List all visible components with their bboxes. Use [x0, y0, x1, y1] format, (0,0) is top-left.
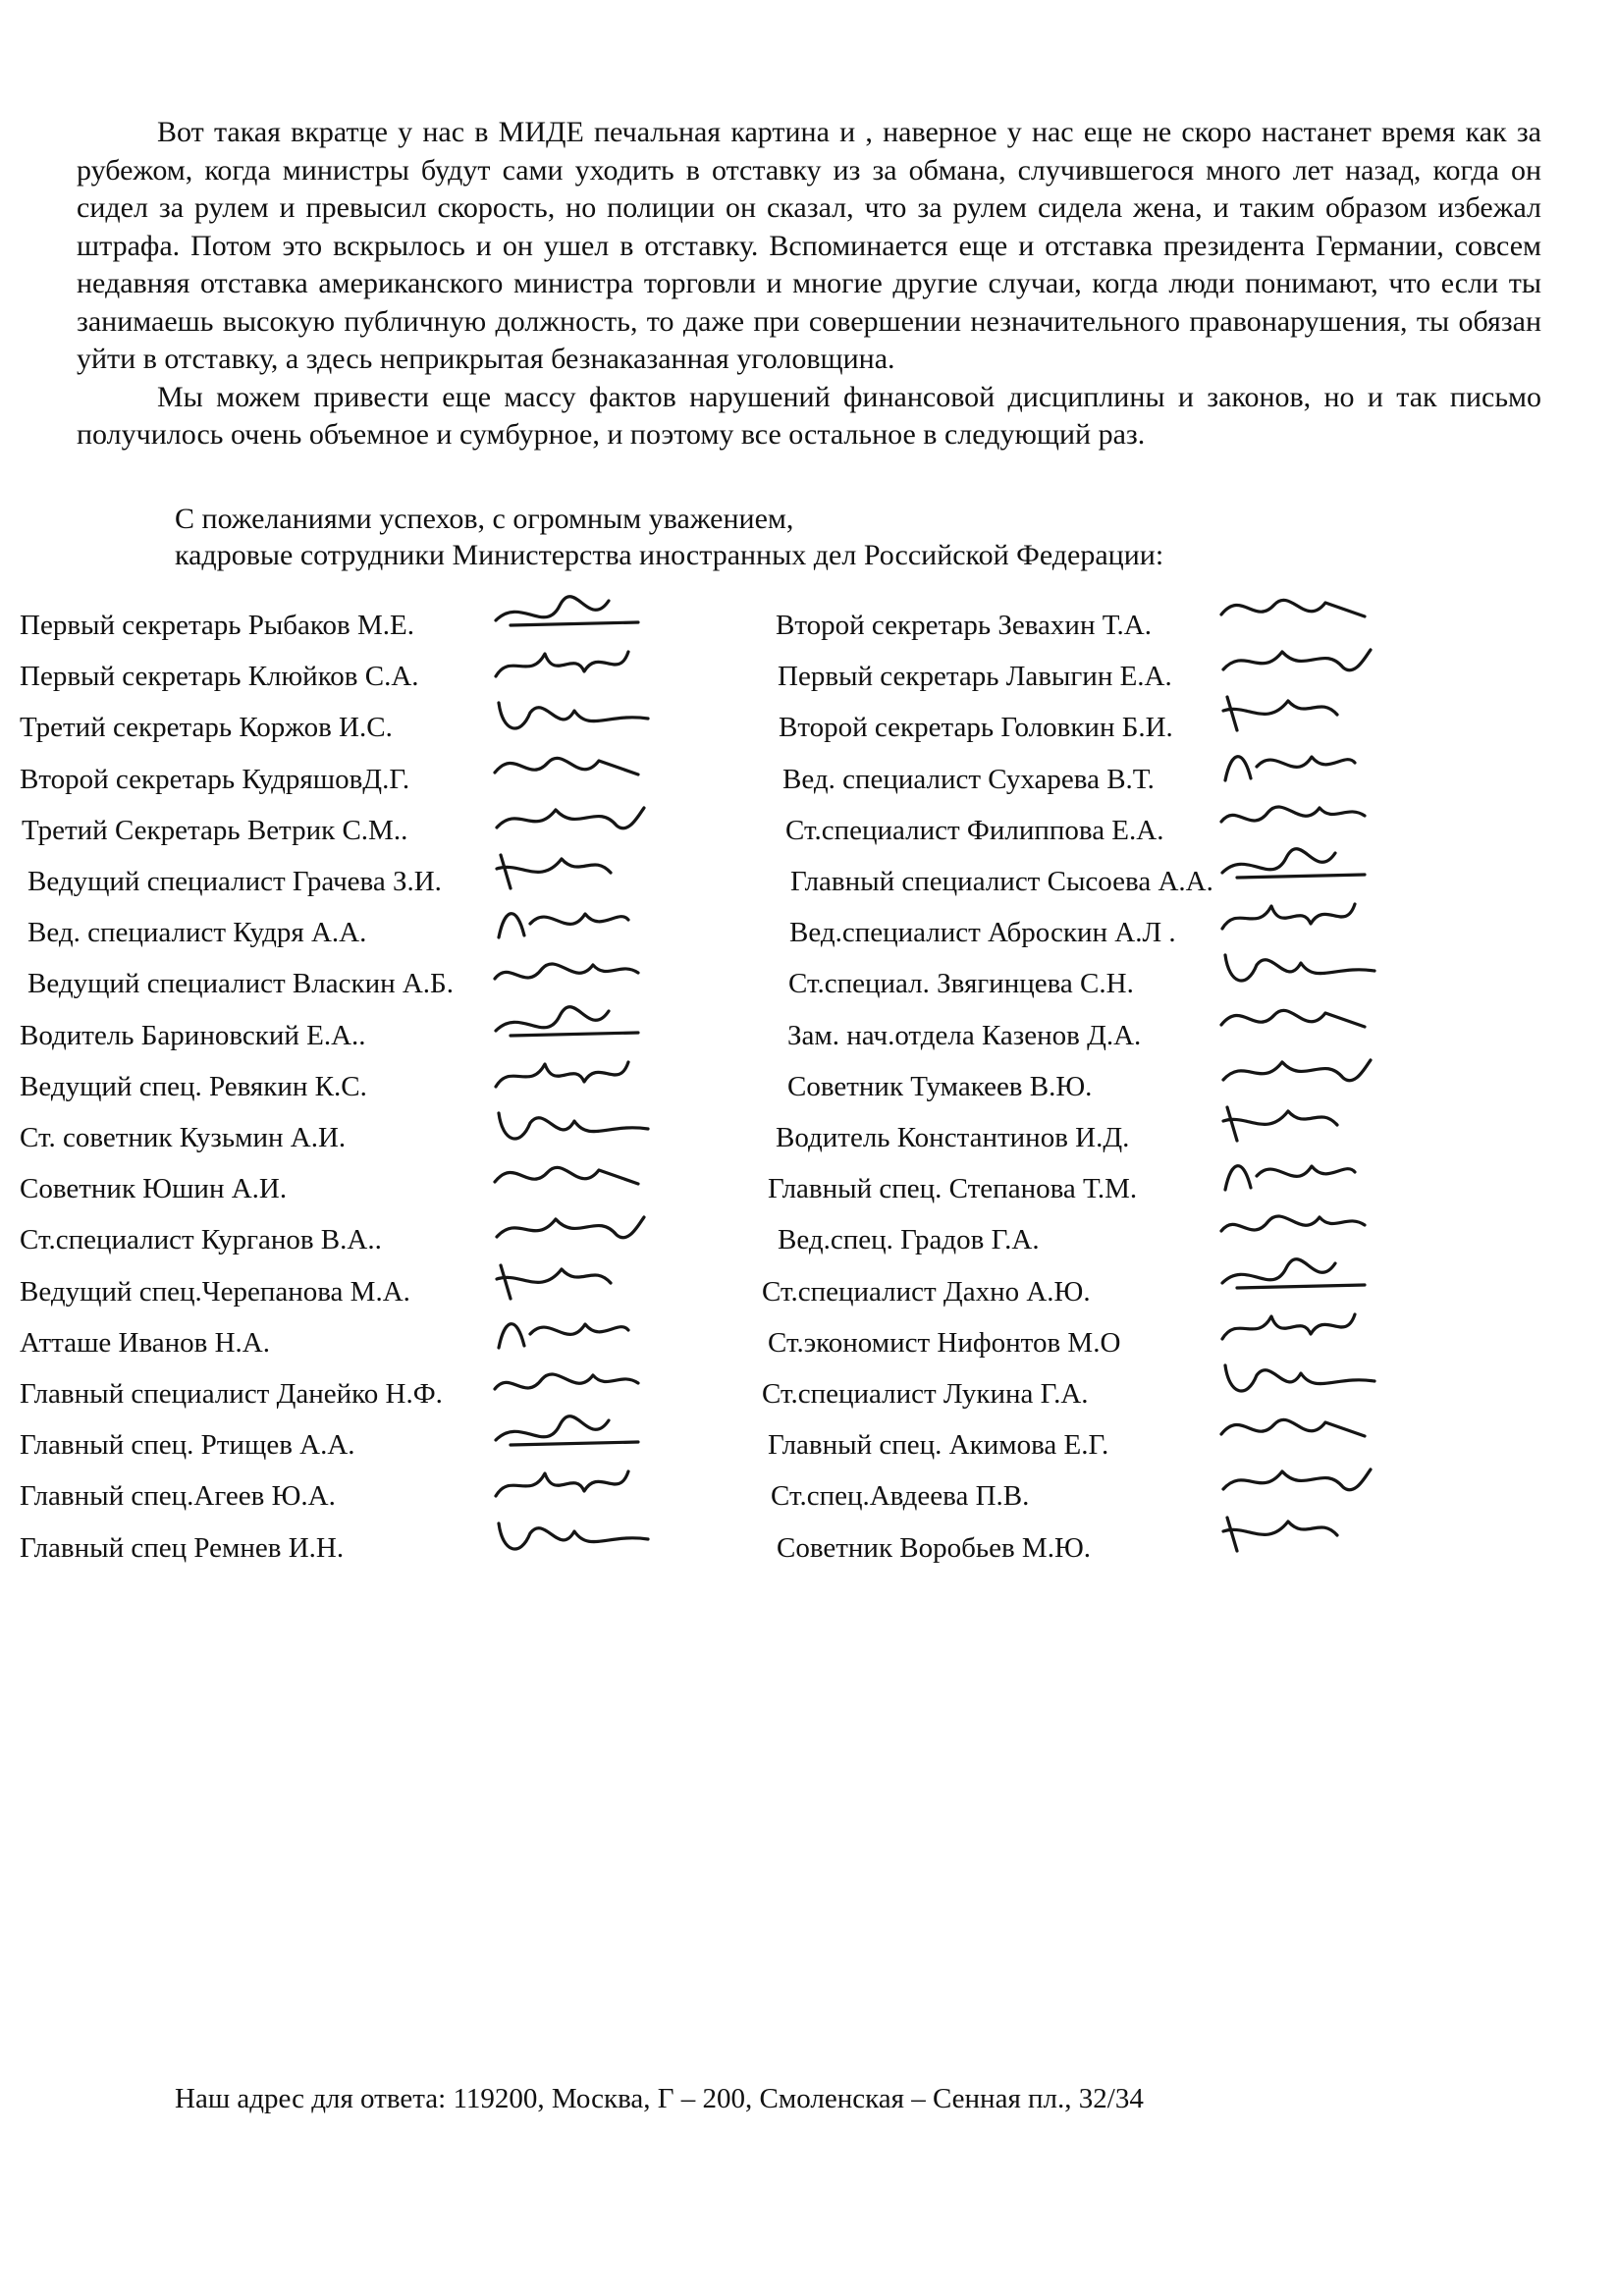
- handwritten-signature: [491, 642, 658, 701]
- signatory-left: Третий Секретарь Ветрик С.М..: [22, 814, 408, 846]
- handwritten-signature: [491, 1052, 658, 1111]
- handwritten-signature: [491, 693, 658, 752]
- signatory-left: Третий секретарь Коржов И.С.: [20, 712, 393, 744]
- letter-paragraph: Вот такая вкратце у нас в МИДЕ печальная картина и , наверное у нас еще не скоро настанет время как за рубежом, когда министры будут сами уходить в отставку из за обмана, случившегося много лет назад, когда он сидел за рулем и превысил скорость, но полиции он сказал, что за рулем сидела жена, и таким образом избежал штрафа. Потом это вскрылось и он ушел в отставку. Вспоминается еще и отставка президента Германии, совсем недавняя отставка американского министра торговли и многие другие случаи, когда люди понимают, что если ты занимаешь высокую публичную должность, то даже при совершении незначительного правонарушения, ты обязан уйти в отставку, а здесь неприкрытая безнаказанная уголовщина.: [77, 116, 1541, 375]
- signatory-right: Ст.специал. Звягинцева С.Н.: [788, 968, 1134, 1000]
- handwritten-signature: [1217, 1458, 1384, 1517]
- handwritten-signature: [491, 1360, 658, 1418]
- signatory-left: Ст.специалист Курганов В.А..: [20, 1224, 382, 1256]
- signatory-right: Второй секретарь Зевахин Т.А.: [776, 610, 1152, 641]
- handwritten-signature: [1217, 1150, 1384, 1209]
- handwritten-signature: [1217, 1305, 1384, 1363]
- signatory-left: Ст. советник Кузьмин А.И.: [20, 1122, 347, 1153]
- letter-paragraph: Мы можем привести еще массу фактов нарушений финансовой дисциплины и законов, но и так письмо получилось очень объемное и сумбурное, и поэтому все остальное в следующий раз.: [77, 380, 1541, 451]
- signatory-left: Второй секретарь КудряшовД.Г.: [20, 763, 410, 795]
- signatory-left: Ведущий спец. Ревякин К.С.: [20, 1070, 367, 1102]
- signatory-right: Главный специалист Сысоева А.А.: [790, 866, 1213, 897]
- handwritten-signature: [491, 898, 658, 957]
- signatory-left: Советник Юшин А.И.: [20, 1173, 288, 1205]
- signatory-right: Главный спец. Степанова Т.М.: [768, 1173, 1138, 1205]
- signatory-right: Зам. нач.отдела Казенов Д.А.: [787, 1019, 1142, 1051]
- handwritten-signature: [1217, 638, 1384, 697]
- signatory-left: Ведущий спец.Черепанова М.А.: [20, 1275, 410, 1308]
- signatory-left: Главный спец.Агеев Ю.А.: [20, 1480, 336, 1513]
- reply-address: Наш адрес для ответа: 119200, Москва, Г – 200, Смоленская – Сенная пл., 32/34: [175, 2083, 1144, 2114]
- signatory-left: Водитель Бариновский Е.А..: [20, 1019, 366, 1051]
- signatory-left: Ведущий специалист Грачева З.И.: [27, 866, 442, 897]
- signatory-right: Ст.специалист Филиппова Е.А.: [785, 814, 1164, 846]
- handwritten-signature: [1217, 741, 1384, 800]
- signatory-left: Первый секретарь Клюйков С.А.: [20, 661, 419, 693]
- handwritten-signature: [1217, 792, 1384, 851]
- handwritten-signature: [491, 949, 658, 1008]
- handwritten-signature: [491, 1462, 658, 1521]
- handwritten-signature: [1217, 689, 1384, 748]
- handwritten-signature: [1217, 1407, 1384, 1466]
- handwritten-signature: [1217, 1356, 1384, 1415]
- signatory-right: Водитель Константинов И.Д.: [776, 1122, 1130, 1153]
- signatory-right: Первый секретарь Лавыгин Е.А.: [778, 661, 1172, 693]
- handwritten-signature: [491, 745, 658, 804]
- handwritten-signature: [1217, 1201, 1384, 1260]
- handwritten-signature: [491, 1257, 658, 1316]
- handwritten-signature: [1217, 587, 1384, 646]
- handwritten-signature: [491, 1001, 658, 1060]
- handwritten-signature: [1217, 1510, 1384, 1569]
- signatory-left: Главный спец. Ртищев А.А.: [20, 1429, 355, 1462]
- signatory-left: Первый секретарь Рыбаков М.Е.: [20, 610, 414, 641]
- handwritten-signature: [1217, 997, 1384, 1056]
- signatory-right: Главный спец. Акимова Е.Г.: [768, 1429, 1109, 1462]
- handwritten-signature: [1217, 843, 1384, 902]
- signatory-right: Ст.экономист Нифонтов М.О: [768, 1326, 1121, 1359]
- signatory-right: Вед.специалист Аброскин А.Л .: [789, 917, 1176, 949]
- signatory-right: Ст.специалист Лукина Г.А.: [762, 1378, 1089, 1410]
- signatory-left: Атташе Иванов Н.А.: [20, 1326, 270, 1359]
- handwritten-signature: [491, 591, 658, 650]
- handwritten-signature: [491, 796, 658, 855]
- handwritten-signature: [1217, 1048, 1384, 1107]
- handwritten-signature: [491, 1154, 658, 1213]
- handwritten-signature: [491, 1103, 658, 1162]
- signatory-right: Ст.специалист Дахно А.Ю.: [762, 1275, 1091, 1308]
- signatory-left: Главный спец Ремнев И.Н.: [20, 1531, 345, 1564]
- signatory-right: Советник Тумакеев В.Ю.: [787, 1070, 1093, 1102]
- handwritten-signature: [1217, 945, 1384, 1004]
- handwritten-signature: [491, 1205, 658, 1264]
- handwritten-signature: [491, 1308, 658, 1367]
- signatory-right: Вед.спец. Градов Г.А.: [778, 1224, 1040, 1256]
- signatory-right: Вед. специалист Сухарева В.Т.: [782, 763, 1155, 795]
- handwritten-signature: [491, 1514, 658, 1573]
- closing-signoff: кадровые сотрудники Министерства иностранных дел Российской Федерации:: [175, 539, 1164, 571]
- signatory-right: Советник Воробьев М.Ю.: [777, 1531, 1092, 1564]
- signatory-left: Вед. специалист Кудря А.А.: [27, 917, 367, 949]
- handwritten-signature: [491, 847, 658, 906]
- handwritten-signature: [491, 1411, 658, 1469]
- signatory-left: Ведущий специалист Власкин А.Б.: [27, 968, 454, 1000]
- handwritten-signature: [1217, 1254, 1384, 1312]
- handwritten-signature: [1217, 1099, 1384, 1158]
- handwritten-signature: [1217, 894, 1384, 953]
- signatory-right: Второй секретарь Головкин Б.И.: [779, 712, 1173, 744]
- closing-salutation: С пожеланиями успехов, с огромным уважением,: [175, 503, 794, 535]
- signatory-left: Главный специалист Данейко Н.Ф.: [20, 1378, 443, 1410]
- signatory-right: Ст.спец.Авдеева П.В.: [771, 1480, 1030, 1513]
